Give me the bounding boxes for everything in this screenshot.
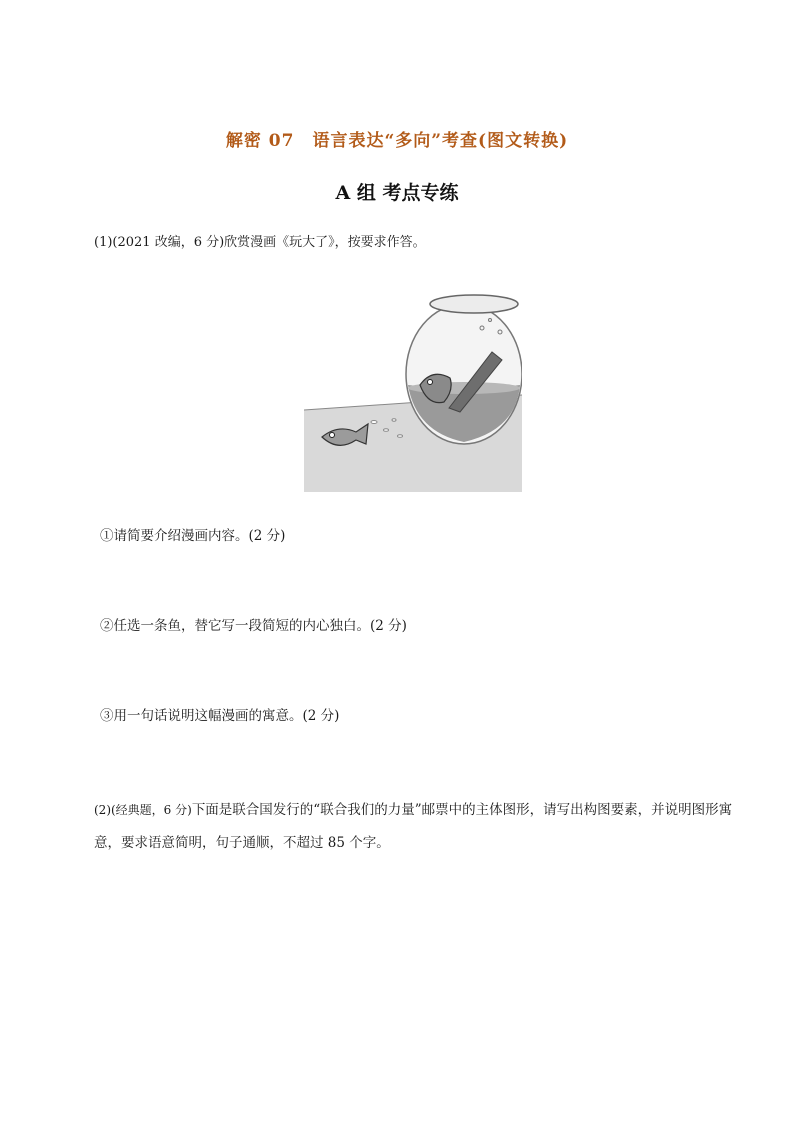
- fishbowl-cartoon-image: [304, 290, 522, 492]
- section-subtitle: A 组 考点专练: [335, 182, 459, 204]
- question-1-prompt: (1)(2021 改编，6 分)欣赏漫画《玩大了》，按要求作答。: [94, 235, 426, 250]
- subquestion-3: ③用一句话说明这幅漫画的寓意。(2 分): [100, 708, 340, 724]
- page-title: 解密 07 语言表达“多向”考查(图文转换): [225, 131, 569, 151]
- question-2-text: 下面是联合国发行的“联合我们的力量”邮票中的主体图形，请写出构图要素，并说明图形寓意，要求语意简明，句子通顺，不超过 85 个字。: [94, 802, 733, 851]
- question-2-lead: (2)(经典题，6 分): [94, 803, 192, 817]
- question-2: [94, 794, 734, 860]
- subquestion-1: ①请简要介绍漫画内容。(2 分): [100, 528, 286, 544]
- subquestion-2: ②任选一条鱼，替它写一段简短的内心独白。(2 分): [100, 618, 407, 634]
